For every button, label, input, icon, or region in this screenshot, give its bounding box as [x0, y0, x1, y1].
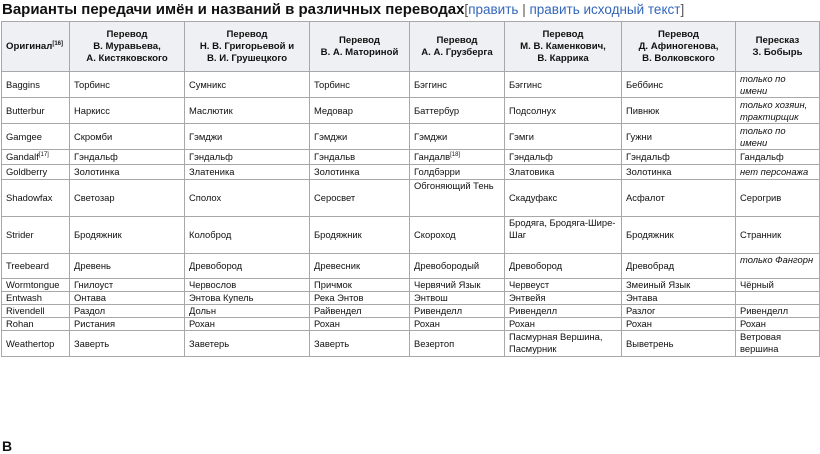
translation-cell — [410, 305, 505, 318]
translation-cell — [310, 98, 410, 124]
original-name-cell — [2, 331, 70, 357]
translation-cell — [185, 254, 310, 279]
cell-text: Бродяжник — [626, 229, 674, 240]
translation-cell — [622, 318, 736, 331]
table-row — [2, 180, 820, 217]
column-header-line: Перевод — [226, 28, 268, 40]
translation-cell — [410, 279, 505, 292]
cell-text: Река Энтов — [314, 292, 364, 303]
cell-text: Энтова Купель — [189, 292, 254, 303]
cell-text: Баттербур — [414, 104, 460, 116]
translation-cell — [70, 165, 185, 180]
original-name-cell — [2, 292, 70, 305]
section-title: Варианты передачи имён и названий в различных переводах — [2, 1, 465, 18]
cell-text: Гэмджи — [314, 130, 348, 142]
cell-text: Златовика — [509, 166, 555, 177]
column-header-translation — [505, 22, 622, 72]
translation-cell — [70, 124, 185, 150]
cell-text: Гэндальф — [626, 151, 670, 162]
cell-text: Сумникс — [189, 78, 227, 90]
cell-text: только по имени — [740, 124, 786, 148]
cell-text: Везертоп — [414, 337, 455, 349]
edit-separator: | — [518, 2, 530, 17]
cell-text: Gandalf — [6, 151, 39, 162]
translation-cell — [185, 305, 310, 318]
cell-text: Рохан — [189, 318, 215, 329]
translation-cell — [70, 180, 185, 217]
cell-text: Онтава — [74, 292, 106, 303]
original-name-cell — [2, 254, 70, 279]
cell-text: только Фангорн — [740, 254, 814, 265]
cell-text: Бэггинс — [414, 78, 447, 90]
footnote-link[interactable]: [18] — [450, 151, 461, 158]
translation-cell — [70, 279, 185, 292]
translation-cell — [185, 318, 310, 331]
translation-cell — [622, 150, 736, 165]
footnote-link[interactable]: [16] — [52, 40, 64, 47]
cell-text: Энтвош — [414, 292, 448, 303]
cell-text: Гэмджи — [189, 130, 223, 142]
translation-cell — [622, 72, 736, 98]
translation-cell — [622, 217, 736, 254]
cell-text: Гэмджи — [414, 130, 448, 142]
translation-cell — [185, 217, 310, 254]
cell-text: Древобород — [189, 260, 243, 271]
cell-text: Гэндальф — [74, 151, 118, 162]
cell-text: Сполох — [189, 192, 222, 203]
cell-text: Gamgee — [6, 130, 42, 142]
translation-cell — [70, 98, 185, 124]
column-header-line: Перевод — [436, 34, 478, 46]
edit-links — [464, 2, 684, 17]
cell-text: нет персонажа — [740, 166, 809, 177]
translation-cell — [505, 331, 622, 357]
cell-text: Рохан — [509, 318, 535, 329]
translation-cell — [410, 72, 505, 98]
cell-text: Подсолнух — [509, 104, 557, 116]
translation-cell — [185, 124, 310, 150]
cell-text: Древень — [74, 260, 111, 271]
cell-text: Бродяга, Бродяга-Шире-Шаг — [509, 217, 616, 240]
cell-text: Butterbur — [6, 104, 45, 116]
footnote-link[interactable]: [17] — [38, 151, 49, 158]
cell-text: Причмок — [314, 279, 352, 290]
cell-text: Древобородый — [414, 260, 480, 271]
cell-text: Гэндальф — [509, 151, 553, 162]
translation-cell — [505, 165, 622, 180]
translation-cell — [310, 72, 410, 98]
edit-source-link[interactable]: править исходный текст — [529, 2, 681, 17]
translation-cell — [622, 292, 736, 305]
cell-text: Shadowfax — [6, 192, 53, 203]
table-row — [2, 150, 820, 165]
cell-text: Treebeard — [6, 260, 49, 271]
translation-cell — [622, 279, 736, 292]
translation-cell — [622, 305, 736, 318]
translation-cell — [185, 150, 310, 165]
cell-text: Беббинс — [626, 78, 664, 90]
translation-cell — [410, 318, 505, 331]
cell-text: Райвендел — [314, 305, 362, 316]
cell-text: Медовар — [314, 104, 353, 116]
translation-cell — [736, 217, 820, 254]
translation-cell — [185, 72, 310, 98]
table-row — [2, 331, 820, 357]
column-header-line: В. Волковского — [642, 52, 715, 64]
cell-text: Пивнюк — [626, 104, 660, 116]
translation-cell — [622, 98, 736, 124]
translation-cell — [736, 124, 820, 150]
translation-cell — [185, 180, 310, 217]
translation-cell — [736, 331, 820, 357]
original-name-cell — [2, 72, 70, 98]
column-header-line: Перевод — [657, 28, 700, 40]
column-header-line: В. И. Грушецкого — [206, 52, 288, 64]
translation-cell — [505, 124, 622, 150]
column-header-line: В. Каррика — [537, 52, 589, 64]
section-heading — [2, 0, 684, 20]
column-header-line: Перевод — [542, 28, 584, 40]
translation-cell — [505, 254, 622, 279]
translation-cell — [310, 124, 410, 150]
column-header-original — [2, 22, 70, 72]
translation-cell — [70, 292, 185, 305]
column-header-line: А. Кистяковского — [86, 52, 168, 64]
cell-text: Ристания — [74, 318, 116, 329]
cell-text: только хозяин, трактирщик — [740, 98, 808, 122]
translation-cell — [622, 331, 736, 357]
table-header-row — [2, 22, 820, 72]
cell-text: Золотинка — [626, 166, 672, 177]
cell-text: только по имени — [740, 72, 786, 96]
translation-cell — [70, 305, 185, 318]
cell-text: Дольн — [189, 305, 216, 316]
translation-cell — [410, 98, 505, 124]
original-name-cell — [2, 305, 70, 318]
column-header-line: Оригинал — [6, 40, 53, 52]
cell-text: Ветровая вершина — [740, 331, 782, 354]
column-header-translation — [185, 22, 310, 72]
column-header-line: Перевод — [338, 34, 381, 46]
translation-cell — [622, 165, 736, 180]
next-paragraph-fragment: В — [2, 438, 13, 454]
cell-text: Рохан — [740, 318, 766, 329]
translation-cell — [736, 254, 820, 279]
translation-cell — [70, 150, 185, 165]
original-name-cell — [2, 98, 70, 124]
column-header-line: А. А. Грузберга — [421, 46, 493, 58]
cell-text: Серогрив — [740, 192, 782, 203]
column-header-line: Перевод — [106, 28, 148, 40]
translation-cell — [505, 217, 622, 254]
cell-text: Раздол — [74, 305, 106, 316]
cell-text: Гэндальв — [314, 151, 356, 162]
original-name-cell — [2, 165, 70, 180]
cell-text: Торбинс — [74, 78, 110, 90]
table-row — [2, 165, 820, 180]
cell-text: Колоброд — [189, 229, 232, 240]
cell-text: Обгоняющий Тень — [414, 180, 494, 191]
translation-cell — [185, 292, 310, 305]
translation-cell — [505, 305, 622, 318]
original-name-cell — [2, 124, 70, 150]
cell-text: Рохан — [626, 318, 652, 329]
cell-text: Weathertop — [6, 337, 55, 349]
translation-cell — [736, 165, 820, 180]
translation-cell — [410, 292, 505, 305]
translation-cell — [310, 254, 410, 279]
cell-text: Ривенделл — [740, 305, 789, 316]
column-header-line: В. А. Маториной — [320, 46, 399, 58]
original-name-cell — [2, 180, 70, 217]
cell-text: Бродяжник — [74, 229, 122, 240]
cell-text: Wormtongue — [6, 279, 60, 290]
original-name-cell — [2, 217, 70, 254]
translation-cell — [505, 318, 622, 331]
translation-cell — [185, 331, 310, 357]
cell-text: Асфалот — [626, 192, 665, 203]
cell-text: Rivendell — [6, 305, 45, 316]
cell-text: Наркисс — [74, 104, 110, 116]
translation-cell — [310, 318, 410, 331]
cell-text: Гандальф — [740, 151, 784, 162]
cell-text: Чёрный — [740, 279, 774, 290]
translation-cell — [310, 331, 410, 357]
column-header-line: В. Муравьева, — [93, 40, 161, 52]
cell-text: Змеиный Язык — [626, 279, 691, 290]
cell-text: Заверть — [74, 337, 110, 349]
column-header-translation — [70, 22, 185, 72]
cell-text: Златеника — [189, 166, 235, 177]
table-body — [2, 72, 820, 357]
translation-cell — [410, 331, 505, 357]
translation-cell — [505, 292, 622, 305]
edit-link[interactable]: править — [468, 2, 519, 17]
cell-text: Бэггинс — [509, 78, 542, 90]
translation-cell — [505, 98, 622, 124]
cell-text: Ривенделл — [509, 305, 558, 316]
translation-cell — [185, 98, 310, 124]
cell-text: Золотинка — [74, 166, 120, 177]
cell-text: Разлог — [626, 305, 656, 316]
translation-cell — [310, 180, 410, 217]
translation-cell — [736, 318, 820, 331]
table-row — [2, 72, 820, 98]
translation-cell — [736, 292, 820, 305]
cell-text: Червослов — [189, 279, 237, 290]
column-header-translation — [622, 22, 736, 72]
cell-text: Гнилоуст — [74, 279, 114, 290]
translation-cell — [70, 72, 185, 98]
table-row — [2, 124, 820, 150]
translation-cell — [622, 124, 736, 150]
cell-text: Голдбэрри — [414, 166, 461, 177]
cell-text: Древобород — [509, 260, 563, 271]
table-row — [2, 279, 820, 292]
translations-table — [1, 21, 820, 357]
translation-cell — [410, 165, 505, 180]
original-name-cell — [2, 150, 70, 165]
table-row — [2, 292, 820, 305]
table-row — [2, 318, 820, 331]
original-name-cell — [2, 318, 70, 331]
cell-text: Ривенделл — [414, 305, 463, 316]
cell-text: Древесник — [314, 260, 361, 271]
translation-cell — [185, 165, 310, 180]
cell-text: Маслютик — [189, 104, 233, 116]
translation-cell — [410, 217, 505, 254]
cell-text: Гужни — [626, 130, 652, 142]
translation-cell — [622, 180, 736, 217]
table-row — [2, 254, 820, 279]
cell-text: Червеуст — [509, 279, 550, 290]
translation-cell — [736, 150, 820, 165]
table-row — [2, 98, 820, 124]
translation-cell — [70, 318, 185, 331]
translation-cell — [410, 150, 505, 165]
cell-text: Странник — [740, 229, 782, 240]
cell-text: Гэндальф — [189, 151, 233, 162]
cell-text: Рохан — [414, 318, 440, 329]
close-bracket: ] — [680, 2, 685, 17]
column-header-translation — [310, 22, 410, 72]
cell-text: Скороход — [414, 229, 456, 240]
cell-text: Скадуфакс — [509, 192, 558, 203]
column-header-line: З. Бобырь — [752, 46, 803, 58]
cell-text: Заветерь — [189, 337, 230, 349]
translation-cell — [310, 150, 410, 165]
translation-cell — [70, 254, 185, 279]
cell-text: Рохан — [314, 318, 340, 329]
translation-cell — [310, 217, 410, 254]
open-bracket: [ — [464, 2, 469, 17]
translation-cell — [185, 279, 310, 292]
column-header-line: Н. В. Григорьевой и — [199, 40, 295, 52]
cell-text: Выветрень — [626, 337, 674, 349]
cell-text: Бродяжник — [314, 229, 362, 240]
original-name-cell — [2, 279, 70, 292]
translation-cell — [505, 150, 622, 165]
translation-cell — [70, 217, 185, 254]
cell-text: Goldberry — [6, 166, 48, 177]
cell-text: Strider — [6, 229, 34, 240]
cell-text: Гэмги — [509, 130, 534, 142]
cell-text: Заверть — [314, 337, 350, 349]
cell-text: Серосвет — [314, 192, 356, 203]
translation-cell — [622, 254, 736, 279]
column-header-translation — [410, 22, 505, 72]
cell-text: Пасмурная Вершина, Пасмурник — [509, 331, 603, 354]
translation-cell — [736, 72, 820, 98]
cell-text: Энтава — [626, 292, 658, 303]
translation-cell — [505, 180, 622, 217]
translation-cell — [310, 292, 410, 305]
cell-text: Rohan — [6, 318, 34, 329]
cell-text: Светозар — [74, 192, 115, 203]
translation-cell — [410, 254, 505, 279]
cell-text: Скромби — [74, 130, 113, 142]
cell-text: Гандалв — [414, 151, 451, 162]
translation-cell — [736, 305, 820, 318]
translation-cell — [505, 72, 622, 98]
translation-cell — [736, 279, 820, 292]
translation-cell — [505, 279, 622, 292]
translation-cell — [410, 180, 505, 217]
cell-text: Червячий Язык — [414, 279, 481, 290]
table-row — [2, 305, 820, 318]
translation-cell — [736, 180, 820, 217]
column-header-line: М. В. Каменкович, — [520, 40, 606, 52]
translation-cell — [310, 305, 410, 318]
cell-text: Entwash — [6, 292, 42, 303]
cell-text: Baggins — [6, 78, 40, 90]
translation-cell — [736, 98, 820, 124]
translation-cell — [310, 279, 410, 292]
translation-cell — [310, 165, 410, 180]
table-row — [2, 217, 820, 254]
translation-cell — [410, 124, 505, 150]
cell-text: Торбинс — [314, 78, 350, 90]
cell-text: Золотинка — [314, 166, 360, 177]
column-header-line: Д. Афиногенова, — [638, 40, 719, 52]
cell-text: Древобрад — [626, 260, 675, 271]
translation-cell — [70, 331, 185, 357]
column-header-line: Пересказ — [755, 34, 800, 46]
cell-text: Энтвейя — [509, 292, 546, 303]
column-header-translation — [736, 22, 820, 72]
